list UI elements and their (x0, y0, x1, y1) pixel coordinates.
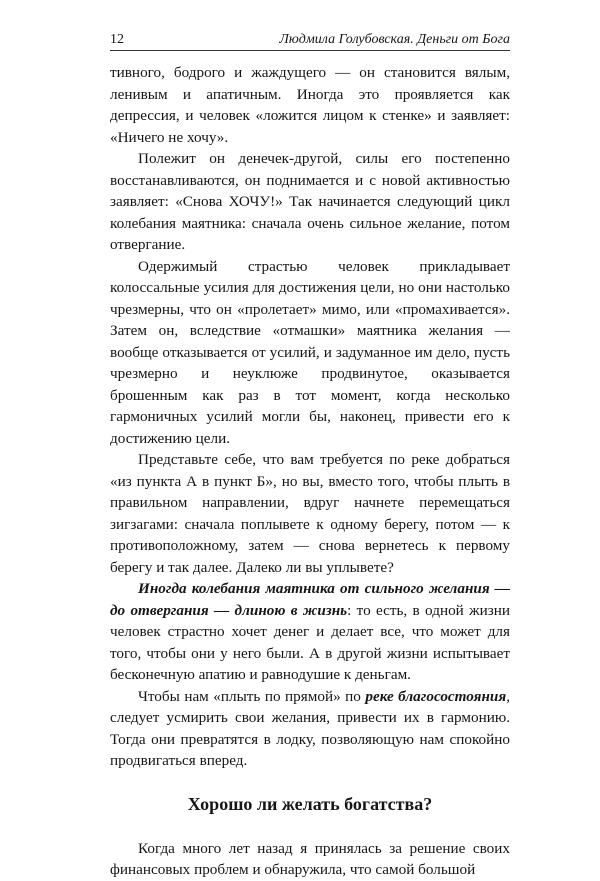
emphasis-river: реке благосостояния (365, 687, 507, 705)
paragraph-5 (110, 578, 510, 686)
paragraph-2: Полежит он денечек-другой, силы его постепенно восстанавливаются, он поднимается и с новой активностью заявляет: «Снова ХОЧУ!» Так начинается следующий цикл колебания маятника: сначала очень сильное желание, потом отвергание. (110, 150, 510, 253)
paragraph-6 (110, 686, 510, 772)
emphasis-pendulum: Иногда колебания маятника от сильного желания — до отвергания — длиною в жизнь (110, 580, 510, 619)
page-header (110, 32, 510, 51)
paragraph-4: Представьте себе, что вам требуется по реке добраться «из пункта А в пункт Б», но вы, вместо того, чтобы плыть в правильном направлении, вдруг начнете перемещаться зигзагами: сначала поплывете к одному берегу, потом — к противоположному, затем — снова вернетесь к первому берегу и так далее. Далеко ли вы уплывете? (110, 451, 510, 576)
page-number: 12 (110, 32, 124, 47)
paragraph-3: Одержимый страстью человек прикладывает колоссальные усилия для достижения цели, но они настолько чрезмерны, что он «пролетает» мимо, или «промахивается». Затем он, вследствие «отмашки» маятника желания — вообще отказывается от усилий, и задуманное им дело, пусть чрезмерно и неуклюже продвинутое, оказывается брошенным как раз в тот момент, когда несколько гармоничных усилий могли бы, наконец, привести его к достижению цели. (110, 257, 510, 447)
paragraph-6-text: , следует усмирить свои желания, привести их в гармонию. Тогда они превратятся в лодку, позволяющую нам спокойно продвигаться вперед. (110, 687, 510, 769)
paragraph-5-text: : то есть, в одной жизни человек страстно хочет денег и делает все, что может для того, чтобы они у него были. А в другой жизни испытывает бесконечную апатию и равнодушие к деньгам. (110, 601, 510, 683)
paragraph-1: тивного, бодрого и жаждущего — он становится вялым, ленивым и апатичным. Иногда это проявляется как депрессия, и человек «ложится лицом к стенке» и заявляет: «Ничего не хочу». (110, 64, 510, 146)
paragraph-7: Когда много лет назад я принялась за решение своих финансовых проблем и обнаружила, что самой большой (110, 839, 510, 878)
paragraph-6-start: Чтобы нам «плыть по прямой» по (138, 687, 366, 705)
section-heading: Хорошо ли желать богатства? (187, 793, 433, 814)
page-body (110, 62, 510, 881)
running-title: Людмила Голубовская. Деньги от Бога (279, 32, 510, 47)
